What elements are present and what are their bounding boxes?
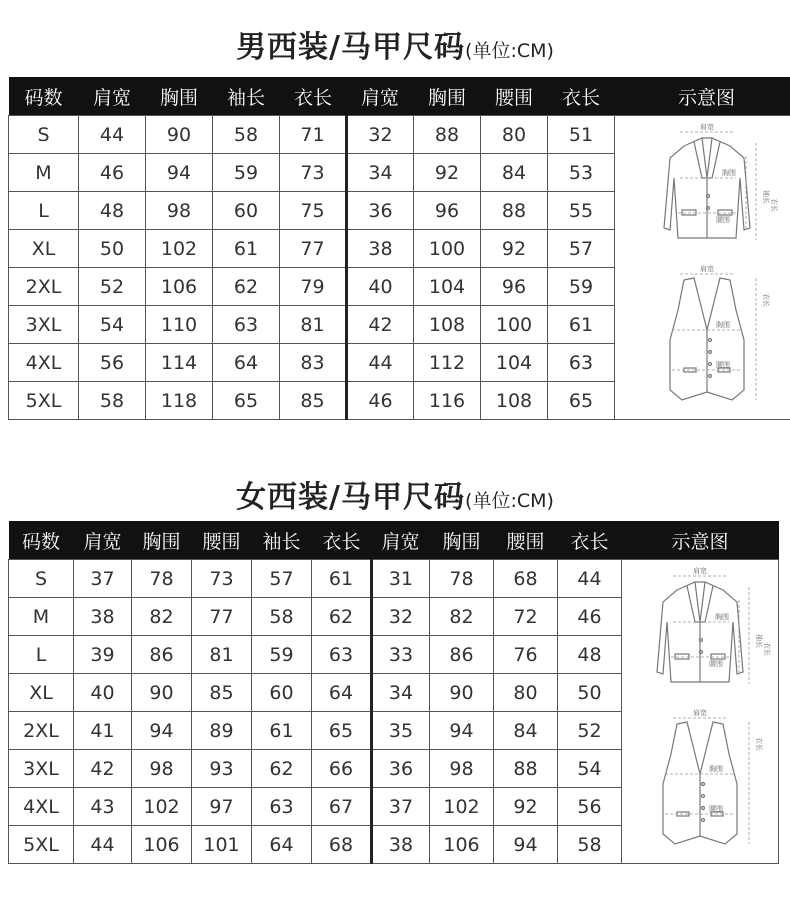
- measure-cell: 54: [79, 306, 146, 344]
- size-cell: M: [9, 154, 79, 192]
- waist-label: 腰围: [715, 215, 730, 224]
- women-table-body: [9, 560, 779, 864]
- measure-cell: 40: [347, 268, 414, 306]
- size-cell: L: [9, 636, 74, 674]
- measure-cell: 80: [481, 116, 548, 154]
- measure-cell: 36: [372, 750, 430, 788]
- men-unit-text: (单位:CM): [465, 40, 554, 62]
- measure-cell: 94: [430, 712, 494, 750]
- size-cell: 3XL: [9, 306, 79, 344]
- measure-cell: 39: [74, 636, 132, 674]
- measure-cell: 88: [494, 750, 558, 788]
- measure-cell: 102: [146, 230, 213, 268]
- measure-cell: 94: [132, 712, 192, 750]
- length-label: 衣长: [763, 641, 771, 656]
- measure-cell: 53: [548, 154, 615, 192]
- measure-cell: 55: [548, 192, 615, 230]
- vest-chest-label: 胸围: [709, 764, 723, 773]
- vest-chest-label: 胸围: [715, 320, 730, 329]
- measure-cell: 79: [280, 268, 347, 306]
- measure-cell: 56: [558, 788, 622, 826]
- size-cell: L: [9, 192, 79, 230]
- measure-cell: 101: [192, 826, 252, 864]
- measure-cell: 61: [252, 712, 312, 750]
- table-row: [9, 560, 779, 598]
- measure-cell: 44: [74, 826, 132, 864]
- men-header-cell: 码数: [9, 77, 79, 116]
- women-size-title: [0, 472, 790, 516]
- men-header-row: [9, 77, 790, 116]
- measure-cell: 98: [430, 750, 494, 788]
- length-label: 衣长: [769, 197, 778, 212]
- measure-cell: 41: [74, 712, 132, 750]
- measure-cell: 42: [347, 306, 414, 344]
- measure-cell: 65: [548, 382, 615, 420]
- measure-cell: 84: [481, 154, 548, 192]
- women-title-text: 女西装/马甲尺码: [236, 480, 466, 515]
- men-header-cell: 胸围: [414, 77, 481, 116]
- measure-cell: 54: [558, 750, 622, 788]
- men-header-cell: 肩宽: [79, 77, 146, 116]
- measure-cell: 68: [494, 560, 558, 598]
- measure-cell: 31: [372, 560, 430, 598]
- measure-cell: 38: [372, 826, 430, 864]
- measure-cell: 59: [213, 154, 280, 192]
- chest-label: 胸围: [715, 612, 729, 621]
- measure-cell: 59: [548, 268, 615, 306]
- measure-cell: 40: [74, 674, 132, 712]
- measure-cell: 34: [347, 154, 414, 192]
- measure-cell: 58: [252, 598, 312, 636]
- measure-cell: 32: [372, 598, 430, 636]
- measure-cell: 63: [312, 636, 372, 674]
- vest-shoulder-label: 肩宽: [693, 708, 707, 717]
- measure-cell: 80: [494, 674, 558, 712]
- measure-cell: 85: [192, 674, 252, 712]
- measure-cell: 96: [414, 192, 481, 230]
- women-header-cell: 衣长: [558, 521, 622, 560]
- shoulder-label: 肩宽: [693, 566, 707, 575]
- measure-cell: 110: [146, 306, 213, 344]
- measure-cell: 60: [252, 674, 312, 712]
- women-header-row: [9, 521, 779, 560]
- size-cell: S: [9, 560, 74, 598]
- measure-cell: 48: [79, 192, 146, 230]
- men-header-cell: 袖长: [213, 77, 280, 116]
- measure-cell: 86: [430, 636, 494, 674]
- measure-cell: 106: [132, 826, 192, 864]
- size-cell: 5XL: [9, 382, 79, 420]
- measure-cell: 106: [430, 826, 494, 864]
- measure-cell: 58: [558, 826, 622, 864]
- measure-cell: 98: [146, 192, 213, 230]
- measure-cell: 62: [312, 598, 372, 636]
- measure-cell: 63: [548, 344, 615, 382]
- sleeve-label: 袖长: [755, 633, 763, 648]
- measure-cell: 51: [548, 116, 615, 154]
- sleeve-label: 袖长: [761, 189, 770, 204]
- measure-cell: 44: [79, 116, 146, 154]
- measure-cell: 100: [481, 306, 548, 344]
- measure-cell: 50: [558, 674, 622, 712]
- measure-cell: 94: [494, 826, 558, 864]
- measure-cell: 81: [280, 306, 347, 344]
- measure-cell: 34: [372, 674, 430, 712]
- measure-cell: 64: [252, 826, 312, 864]
- measure-cell: 65: [312, 712, 372, 750]
- vest-icon: [663, 722, 737, 844]
- women-header-cell: 腰围: [494, 521, 558, 560]
- vest-shoulder-label: 肩宽: [699, 264, 714, 273]
- measure-cell: 73: [192, 560, 252, 598]
- measure-cell: 102: [430, 788, 494, 826]
- measure-cell: 93: [192, 750, 252, 788]
- measure-cell: 118: [146, 382, 213, 420]
- measure-cell: 44: [558, 560, 622, 598]
- vest-icon: [670, 278, 744, 400]
- measure-cell: 92: [494, 788, 558, 826]
- measure-cell: 56: [79, 344, 146, 382]
- men-header-cell: 胸围: [146, 77, 213, 116]
- measure-cell: 35: [372, 712, 430, 750]
- measure-cell: 37: [74, 560, 132, 598]
- table-row: [9, 116, 790, 154]
- measure-cell: 97: [192, 788, 252, 826]
- measure-cell: 65: [213, 382, 280, 420]
- measure-cell: 82: [132, 598, 192, 636]
- measure-cell: 94: [146, 154, 213, 192]
- waist-label: 腰围: [709, 659, 723, 668]
- measure-cell: 61: [548, 306, 615, 344]
- men-size-title: [0, 22, 790, 66]
- women-size-table: [8, 521, 779, 864]
- measure-cell: 71: [280, 116, 347, 154]
- size-cell: 2XL: [9, 712, 74, 750]
- size-cell: XL: [9, 674, 74, 712]
- garment-diagram: [632, 118, 782, 418]
- measure-cell: 77: [192, 598, 252, 636]
- measure-cell: 67: [312, 788, 372, 826]
- size-cell: 3XL: [9, 750, 74, 788]
- men-size-table: [8, 77, 790, 420]
- measure-cell: 59: [252, 636, 312, 674]
- women-header-cell: 袖长: [252, 521, 312, 560]
- measure-cell: 61: [312, 560, 372, 598]
- women-header-cell: 衣长: [312, 521, 372, 560]
- measure-cell: 81: [192, 636, 252, 674]
- measure-cell: 90: [430, 674, 494, 712]
- measure-cell: 33: [372, 636, 430, 674]
- measure-cell: 77: [280, 230, 347, 268]
- measure-cell: 106: [146, 268, 213, 306]
- women-header-cell: 肩宽: [372, 521, 430, 560]
- measure-cell: 82: [430, 598, 494, 636]
- measure-cell: 88: [414, 116, 481, 154]
- measure-cell: 104: [414, 268, 481, 306]
- measure-cell: 52: [558, 712, 622, 750]
- shoulder-label: 肩宽: [699, 122, 714, 131]
- measure-cell: 52: [79, 268, 146, 306]
- vest-waist-label: 腰围: [709, 804, 723, 813]
- measure-cell: 68: [312, 826, 372, 864]
- measure-cell: 38: [347, 230, 414, 268]
- measure-cell: 104: [481, 344, 548, 382]
- measure-cell: 86: [132, 636, 192, 674]
- measure-cell: 36: [347, 192, 414, 230]
- size-cell: XL: [9, 230, 79, 268]
- measure-cell: 42: [74, 750, 132, 788]
- measure-cell: 58: [213, 116, 280, 154]
- measure-cell: 90: [146, 116, 213, 154]
- measure-cell: 44: [347, 344, 414, 382]
- men-table-body: [9, 116, 790, 420]
- measure-cell: 108: [481, 382, 548, 420]
- measure-cell: 57: [252, 560, 312, 598]
- measure-cell: 46: [558, 598, 622, 636]
- size-cell: S: [9, 116, 79, 154]
- jacket-icon: [664, 138, 750, 238]
- measure-cell: 108: [414, 306, 481, 344]
- diagram-cell: [615, 116, 790, 420]
- measure-cell: 32: [347, 116, 414, 154]
- measure-cell: 98: [132, 750, 192, 788]
- measure-cell: 84: [494, 712, 558, 750]
- measure-cell: 76: [494, 636, 558, 674]
- measure-cell: 78: [430, 560, 494, 598]
- men-header-cell: 示意图: [615, 77, 790, 116]
- size-cell: 5XL: [9, 826, 74, 864]
- measure-cell: 72: [494, 598, 558, 636]
- vest-length-label: 衣长: [755, 736, 763, 751]
- measure-cell: 46: [347, 382, 414, 420]
- measure-cell: 92: [481, 230, 548, 268]
- size-cell: 4XL: [9, 344, 79, 382]
- measure-cell: 102: [132, 788, 192, 826]
- women-header-cell: 腰围: [192, 521, 252, 560]
- measure-cell: 64: [213, 344, 280, 382]
- women-unit-text: (单位:CM): [465, 490, 554, 512]
- women-header-cell: 肩宽: [74, 521, 132, 560]
- women-header-cell: 码数: [9, 521, 74, 560]
- measure-cell: 114: [146, 344, 213, 382]
- measure-cell: 89: [192, 712, 252, 750]
- measure-cell: 100: [414, 230, 481, 268]
- measure-cell: 83: [280, 344, 347, 382]
- women-header-cell: 胸围: [430, 521, 494, 560]
- measure-cell: 46: [79, 154, 146, 192]
- measure-cell: 92: [414, 154, 481, 192]
- women-header-cell: 胸围: [132, 521, 192, 560]
- measure-cell: 43: [74, 788, 132, 826]
- measure-cell: 96: [481, 268, 548, 306]
- measure-cell: 64: [312, 674, 372, 712]
- measure-cell: 61: [213, 230, 280, 268]
- measure-cell: 63: [213, 306, 280, 344]
- men-title-text: 男西装/马甲尺码: [236, 30, 466, 65]
- measure-cell: 48: [558, 636, 622, 674]
- measure-cell: 38: [74, 598, 132, 636]
- chest-label: 胸围: [721, 168, 736, 177]
- men-header-cell: 腰围: [481, 77, 548, 116]
- diagram-cell: [622, 560, 779, 864]
- measure-cell: 88: [481, 192, 548, 230]
- measure-cell: 62: [252, 750, 312, 788]
- measure-cell: 116: [414, 382, 481, 420]
- size-cell: 4XL: [9, 788, 74, 826]
- measure-cell: 66: [312, 750, 372, 788]
- women-header-cell: 示意图: [622, 521, 779, 560]
- vest-waist-label: 腰围: [715, 360, 730, 369]
- jacket-icon: [657, 582, 743, 682]
- garment-diagram: [625, 562, 775, 862]
- measure-cell: 90: [132, 674, 192, 712]
- measure-cell: 78: [132, 560, 192, 598]
- size-cell: 2XL: [9, 268, 79, 306]
- measure-cell: 60: [213, 192, 280, 230]
- measure-cell: 73: [280, 154, 347, 192]
- men-header-cell: 肩宽: [347, 77, 414, 116]
- measure-cell: 37: [372, 788, 430, 826]
- measure-cell: 57: [548, 230, 615, 268]
- measure-cell: 112: [414, 344, 481, 382]
- measure-cell: 62: [213, 268, 280, 306]
- measure-cell: 75: [280, 192, 347, 230]
- measure-cell: 63: [252, 788, 312, 826]
- measure-cell: 58: [79, 382, 146, 420]
- measure-cell: 50: [79, 230, 146, 268]
- vest-length-label: 衣长: [761, 292, 770, 307]
- size-cell: M: [9, 598, 74, 636]
- measure-cell: 85: [280, 382, 347, 420]
- men-header-cell: 衣长: [280, 77, 347, 116]
- men-header-cell: 衣长: [548, 77, 615, 116]
